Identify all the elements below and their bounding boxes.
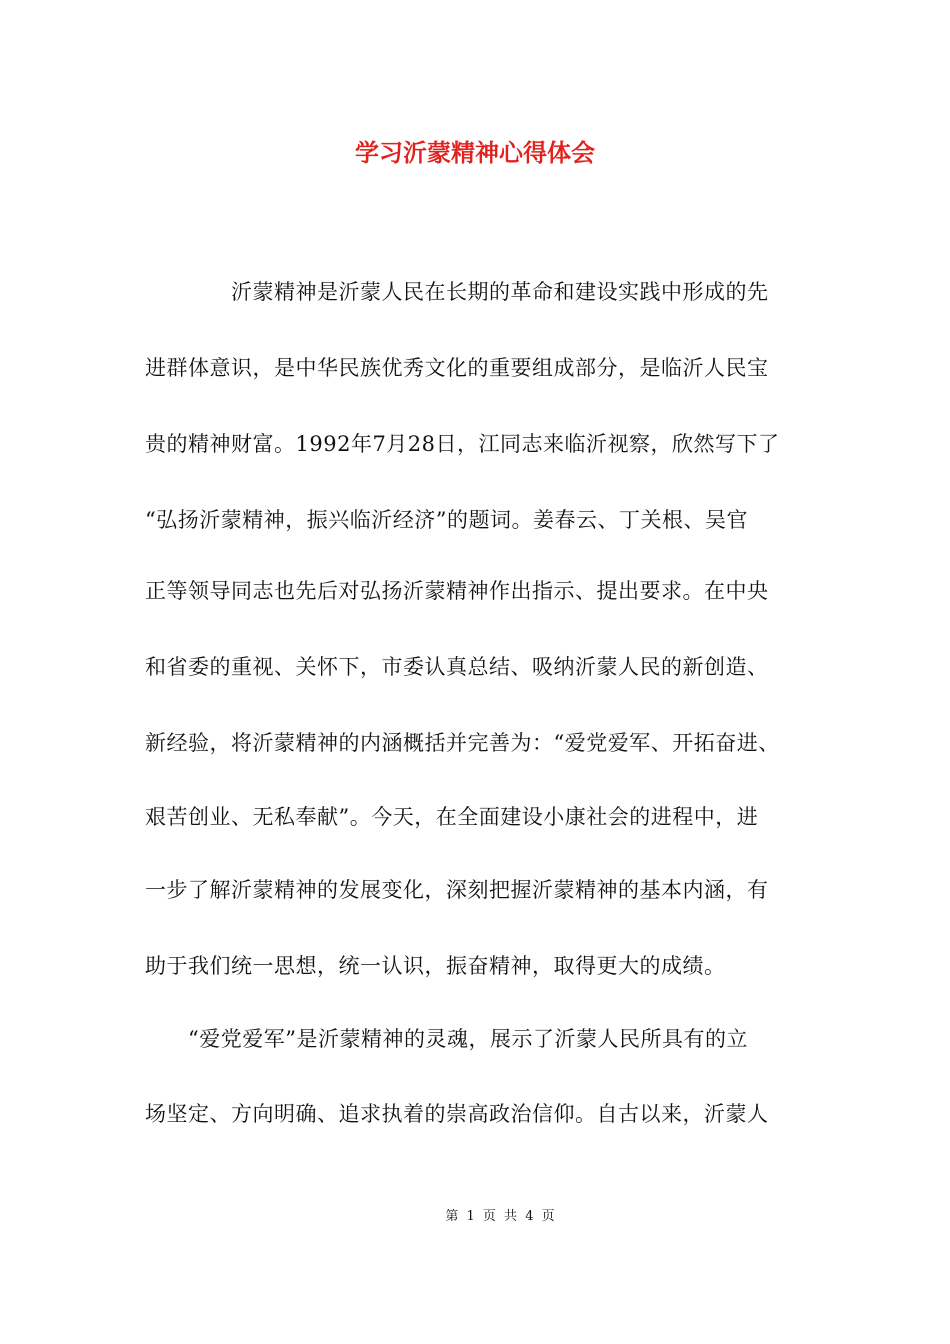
body-line: 一步了解沂蒙精神的发展变化，深刻把握沂蒙精神的基本内涵，有 [145, 878, 769, 902]
body-line: 和省委的重视、关怀下，市委认真总结、吸纳沂蒙人民的新创造、 [145, 655, 769, 679]
body-line: 贵的精神财富。1992年7月28日，江同志来临沂视察，欣然写下了 [145, 432, 780, 456]
body-line: “爱党爱军”是沂蒙精神的灵魂，展示了沂蒙人民所具有的立 [145, 1027, 748, 1051]
body-line: “弘扬沂蒙精神，振兴临沂经济”的题词。姜春云、丁关根、吴官 [145, 508, 748, 532]
body-line: 助于我们统一思想，统一认识，振奋精神，取得更大的成绩。 [145, 954, 726, 978]
body-line: 艰苦创业、无私奉献”。今天，在全面建设小康社会的进程中，进 [145, 805, 759, 829]
body-line: 进群体意识，是中华民族优秀文化的重要组成部分，是临沂人民宝 [145, 356, 769, 380]
body-line: 新经验，将沂蒙精神的内涵概括并完善为：“爱党爱军、开拓奋进、 [145, 731, 780, 755]
body-line: 场坚定、方向明确、追求执着的崇高政治信仰。自古以来，沂蒙人 [145, 1102, 769, 1126]
body-line: 沂蒙精神是沂蒙人民在长期的革命和建设实践中形成的先 [145, 280, 769, 304]
document-title: 学习沂蒙精神心得体会 [355, 138, 595, 167]
body-line: 正等领导同志也先后对弘扬沂蒙精神作出指示、提出要求。在中央 [145, 579, 769, 603]
page-number: 第 1 页 共 4 页 [445, 1209, 555, 1224]
